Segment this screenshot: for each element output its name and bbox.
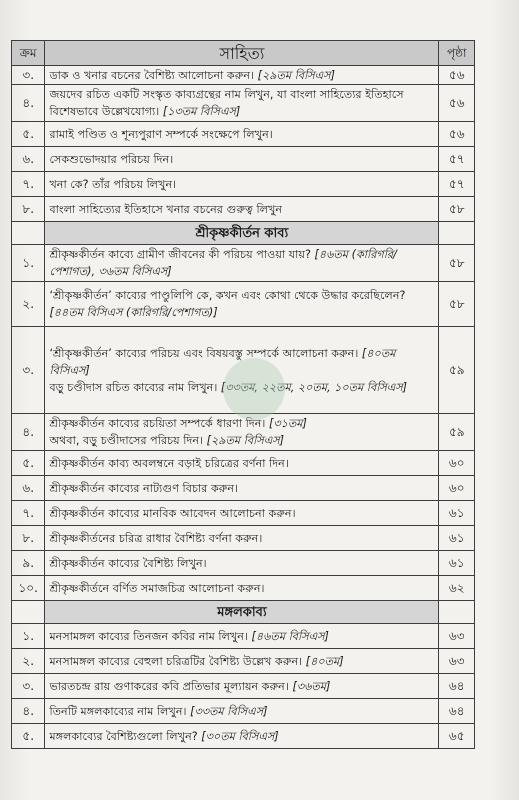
table-header (12, 41, 475, 66)
row-number: ৩. (12, 327, 45, 414)
question-text: শ্রীকৃষ্ণকীর্তন কাব্য অবলম্বনে বড়াই চরিত্রের বর্ণনা দিন। (45, 451, 439, 476)
page-number: ৫৮ (439, 197, 475, 222)
question-text: ডাক ও খনার বচনের বৈশিষ্ট্য আলোচনা করুন। (49, 68, 255, 82)
table-row (12, 526, 475, 551)
question-cell (45, 282, 439, 327)
row-number: ৩. (12, 66, 45, 85)
row-number: ৫. (12, 451, 45, 476)
page-number: ৫৮ (439, 282, 475, 327)
page-number: ৫৬ (439, 66, 475, 85)
exam-reference: [২৯তম বিসিএস] (206, 434, 284, 447)
question-text: মনসামঙ্গল কাব্যের তিনজন কবির নাম লিখুন। (49, 629, 248, 643)
question-text: মনসামঙ্গল কাব্যের বেহুলা চরিত্রটির বৈশিষ্ট্য উল্লেখ করুন। (49, 654, 303, 668)
row-number: ৩. (12, 674, 45, 699)
table-row (12, 476, 475, 501)
question-text: বাংলা সাহিত্যের ইতিহাসে খনার বচনের গুরুত্ব লিখুন (45, 197, 439, 222)
page-number: ৬৪ (439, 674, 475, 699)
question-text: তিনটি মঙ্গলকাব্যের নাম লিখুন। (49, 704, 187, 718)
exam-reference: [৪০তম] (305, 654, 344, 668)
table-row (12, 282, 475, 327)
question-text: অথবা, বড়ু চণ্ডীদাসের পরিচয় দিন। (49, 434, 204, 447)
question-text: খনা কে? তাঁর পরিচয় লিখুন। (45, 172, 439, 197)
row-number: ৫. (12, 122, 45, 147)
page-number: ৫৬ (439, 122, 475, 147)
page-header: পৃষ্ঠা (439, 41, 475, 66)
table-row (12, 414, 475, 451)
exam-reference: [৩১তম] (268, 417, 307, 430)
section-header-srikrishnakirtan (12, 222, 475, 245)
row-number: ৮. (12, 197, 45, 222)
question-text: শ্রীকৃষ্ণকীর্তনে বর্ণিত সমাজচিত্র আলোচনা করুন। (45, 576, 439, 601)
exam-reference: [২৯তম বিসিএস] (257, 68, 335, 82)
row-number: ৭. (12, 172, 45, 197)
question-text: শ্রীকৃষ্ণকীর্তন কাব্যের বৈশিষ্ট্য লিখুন। (45, 551, 439, 576)
row-number: ৪. (12, 85, 45, 122)
table-row (12, 724, 475, 749)
page-number: ৬৩ (439, 624, 475, 649)
page-number: ৫৯ (439, 327, 475, 414)
question-cell (45, 674, 439, 699)
section-title: শ্রীকৃষ্ণকীর্তন কাব্য (45, 222, 439, 245)
row-number: ৫. (12, 724, 45, 749)
page-number: ৫৯ (439, 414, 475, 451)
exam-reference: [৩৬তম] (292, 679, 331, 693)
page-number: ৫৭ (439, 147, 475, 172)
question-cell (45, 414, 439, 451)
page-number: ৬০ (439, 451, 475, 476)
exam-reference: [৪৪তম বিসিএস (কারিগরি/পেশাগত)] (49, 306, 218, 319)
table-row (12, 624, 475, 649)
table-row (12, 245, 475, 282)
section-header-mangalkabya (12, 601, 475, 624)
table-row (12, 674, 475, 699)
row-number: ৯. (12, 551, 45, 576)
question-cell (45, 724, 439, 749)
section-title: মঙ্গলকাব্য (45, 601, 439, 624)
table-row (12, 172, 475, 197)
page-number: ৬৫ (439, 724, 475, 749)
exam-reference: [৪৬তম বিসিএস] (251, 629, 329, 643)
row-number: ১০. (12, 576, 45, 601)
row-number: ৪. (12, 699, 45, 724)
table-row (12, 66, 475, 85)
question-text: সেকশুভোদয়ার পরিচয় দিন। (45, 147, 439, 172)
table-row (12, 85, 475, 122)
question-text: রামাই পণ্ডিত ও শূন্যপুরাণ সম্পর্কে সংক্ষেপে লিখুন। (45, 122, 439, 147)
question-text: জয়দেব রচিত একটি সংস্কৃত কাব্যগ্রন্থের নাম লিখুন, যা বাংলা সাহিত্যের ইতিহাসে বিশেষভাবে উল্লেখযোগ্য। (49, 88, 404, 118)
row-number: ৭. (12, 501, 45, 526)
table-row (12, 197, 475, 222)
row-number: ৪. (12, 414, 45, 451)
page-number: ৬০ (439, 476, 475, 501)
exam-reference: [৩৩তম, ২২তম, ২০তম, ১০তম বিসিএস] (220, 380, 408, 394)
question-text: মঙ্গলকাব্যের বৈশিষ্ট্যগুলো লিখুন? (49, 729, 198, 743)
question-text: শ্রীকৃষ্ণকীর্তন কাব্যের মানবিক আবেদন আলোচনা করুন। (45, 501, 439, 526)
question-text: শ্রীকৃষ্ণকীর্তনের চরিত্র রাধার বৈশিষ্ট্য বর্ণনা করুন। (45, 526, 439, 551)
question-cell (45, 649, 439, 674)
page-number: ৬১ (439, 526, 475, 551)
row-number: ১. (12, 624, 45, 649)
page-number: ৬১ (439, 501, 475, 526)
question-text: ‘শ্রীকৃষ্ণকীর্তন’ কাব্যের পরিচয় এবং বিষয়বস্তু সম্পর্কে আলোচনা করুন। (49, 346, 359, 360)
table-row (12, 501, 475, 526)
page-number: ৬১ (439, 551, 475, 576)
page-number: ৬২ (439, 576, 475, 601)
row-number: ৬. (12, 476, 45, 501)
watermark-logo (223, 358, 285, 420)
question-cell (45, 85, 439, 122)
table-row (12, 147, 475, 172)
table-row (12, 122, 475, 147)
subject-header: সাহিত্য (45, 41, 439, 66)
exam-reference: [৪০তম বিসিএস] (49, 346, 396, 377)
page-number: ৬৩ (439, 649, 475, 674)
page-number: ৫৭ (439, 172, 475, 197)
question-text: শ্রীকৃষ্ণকীর্তন কাব্যের নাট্যগুণ বিচার করুন। (45, 476, 439, 501)
row-number: ৮. (12, 526, 45, 551)
page-number: ৫৮ (439, 245, 475, 282)
question-cell (45, 66, 439, 85)
question-cell (45, 245, 439, 282)
row-number: ২. (12, 649, 45, 674)
question-text: শ্রীকৃষ্ণকীর্তন কাব্যে গ্রামীণ জীবনের কী পরিচয় পাওয়া যায়? (49, 248, 311, 261)
row-number: ২. (12, 282, 45, 327)
row-number: ৬. (12, 147, 45, 172)
row-number: ১. (12, 245, 45, 282)
exam-reference: [১৩তম বিসিএস] (162, 105, 241, 118)
question-text: শ্রীকৃষ্ণকীর্তন কাব্যের রচয়িতা সম্পর্কে ধারণা দিন। (49, 417, 266, 430)
question-text: ভারতচন্দ্র রায় গুণাকরের কবি প্রতিভার মূল্যায়ন করুন। (49, 679, 289, 693)
question-text: বড়ু চণ্ডীদাস রচিত কাব্যের নাম লিখুন। (49, 380, 218, 394)
table-row (12, 451, 475, 476)
table-row (12, 699, 475, 724)
table-row (12, 576, 475, 601)
exam-reference: [৩৩তম বিসিএস] (190, 704, 268, 718)
table-row (12, 551, 475, 576)
exam-reference: [৩০তম বিসিএস] (201, 729, 279, 743)
question-text: ‘শ্রীকৃষ্ণকীর্তন’ কাব্যের পাণ্ডুলিপি কে, কখন এবং কোথা থেকে উদ্ধার করেছিলেন? (49, 289, 406, 302)
question-cell (45, 699, 439, 724)
question-cell (45, 624, 439, 649)
exam-reference: [৪৬তম (কারিগরি/পেশাগত), ৩৬তম বিসিএস] (49, 248, 397, 278)
serial-header: ক্রম (12, 41, 45, 66)
table-row (12, 649, 475, 674)
page-number: ৬৪ (439, 699, 475, 724)
page-number: ৫৬ (439, 85, 475, 122)
